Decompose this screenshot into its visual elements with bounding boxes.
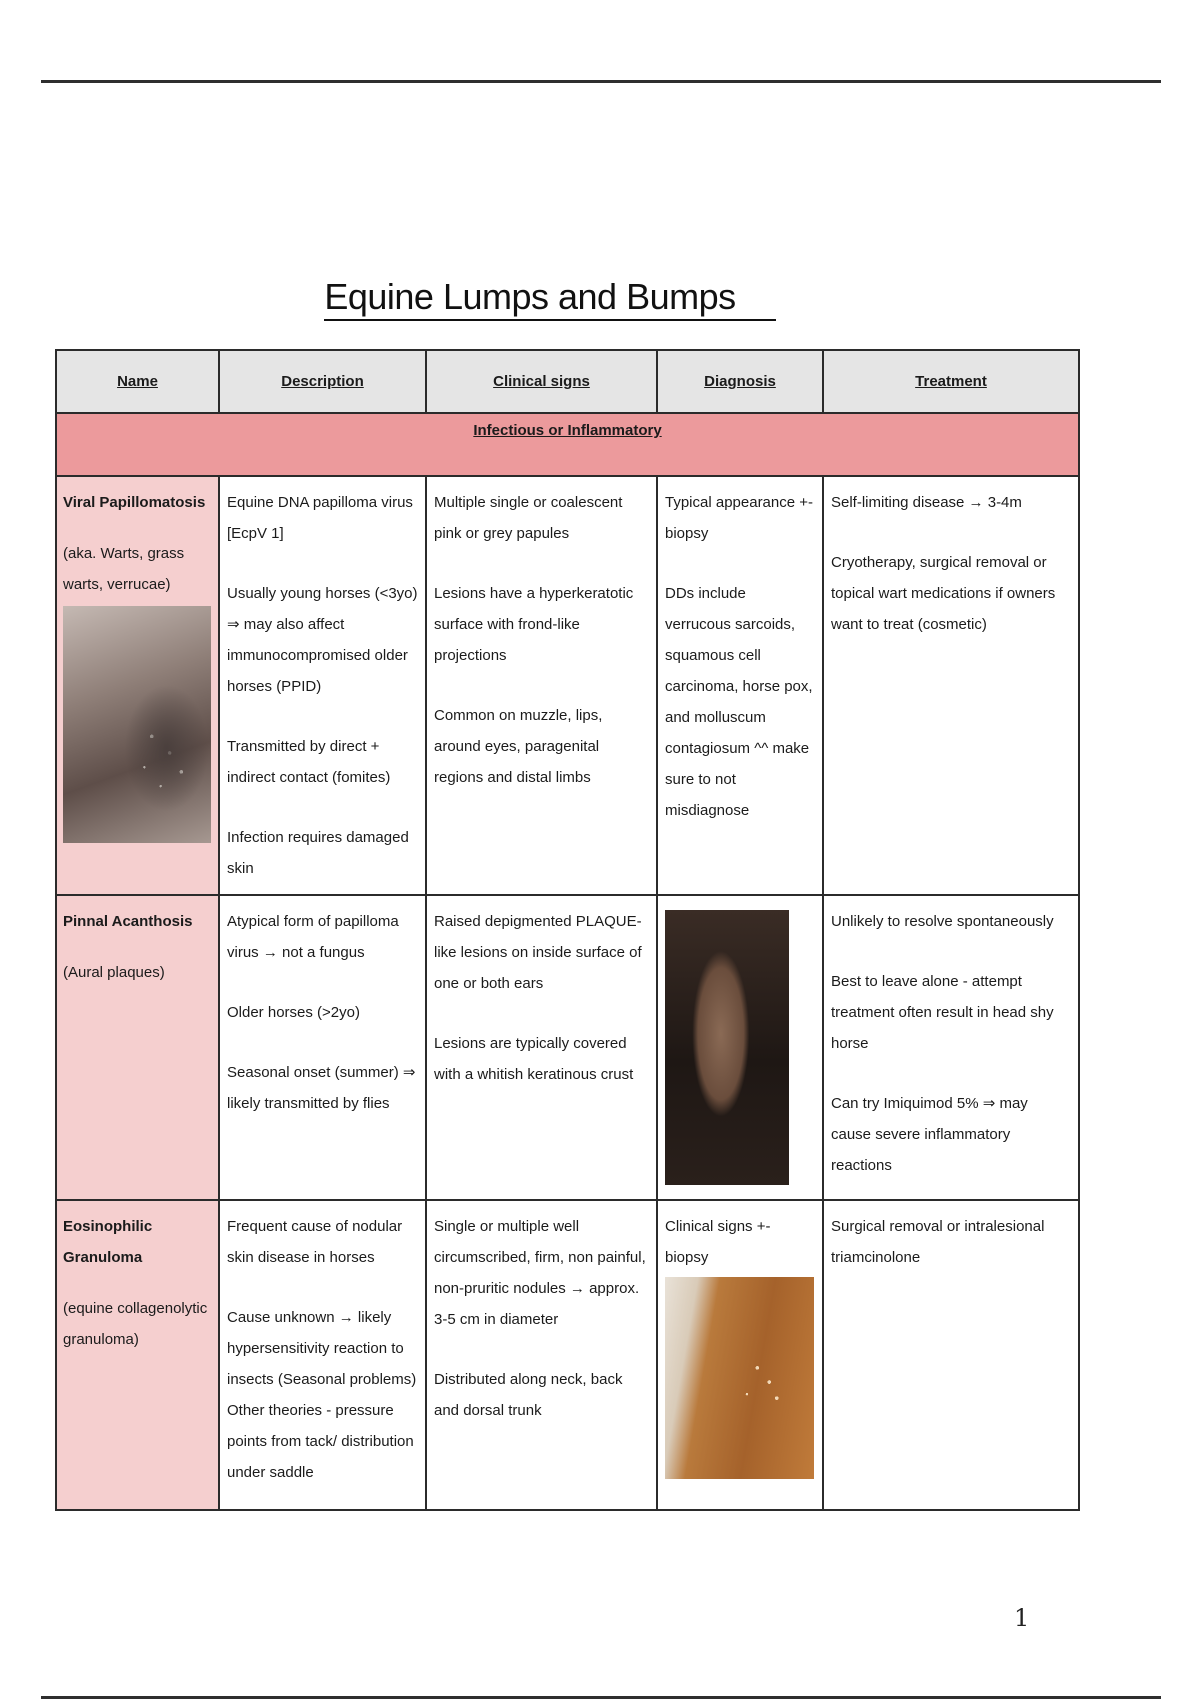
table-row bbox=[56, 1200, 1079, 1510]
diagnosis-text: Typical appearance +- biopsy bbox=[665, 494, 814, 542]
description-text: Atypical form of papilloma virus → not a fungus bbox=[227, 913, 399, 961]
diagnosis-text: Clinical signs +- biopsy bbox=[665, 1218, 771, 1266]
treatment-text: Cryotherapy, surgical removal or topical wart medications if owners want to treat (cosmetic) bbox=[831, 554, 1056, 633]
description-text: Equine DNA papilloma virus [EcpV 1] bbox=[227, 494, 413, 542]
treatment-text: Surgical removal or intralesional triamcinolone bbox=[831, 1218, 1045, 1266]
description-text: Infection requires damaged skin bbox=[227, 829, 409, 877]
description-text: Cause unknown → likely hypersensitivity reaction to insects (Seasonal problems) bbox=[227, 1309, 417, 1388]
ear-plaques-photo bbox=[665, 910, 789, 1185]
diagnosis-text: DDs include verrucous sarcoids, squamous cell carcinoma, horse pox, and molluscum contagiosum ^^ make sure to not misdiagnose bbox=[665, 585, 813, 819]
header-name: Name bbox=[56, 350, 219, 413]
clinical-signs-text: Distributed along neck, back and dorsal trunk bbox=[434, 1371, 623, 1419]
description-text: Frequent cause of nodular skin disease in horses bbox=[227, 1218, 403, 1266]
disease-name: Eosinophilic Granuloma bbox=[63, 1218, 153, 1266]
treatment-cell bbox=[823, 476, 1079, 895]
lumps-bumps-table bbox=[55, 349, 1080, 1511]
diagnosis-cell bbox=[657, 476, 823, 895]
clinical-signs-text: Single or multiple well circumscribed, firm, non painful, non-pruritic nodules → approx. 3-5 cm in diameter bbox=[434, 1218, 646, 1328]
page-title: Equine Lumps and Bumps bbox=[0, 276, 1100, 318]
treatment-text: Self-limiting disease → 3-4m bbox=[831, 494, 1022, 511]
description-text: Seasonal onset (summer) ⇒ likely transmitted by flies bbox=[227, 1064, 416, 1112]
treatment-text: Can try Imiquimod 5% ⇒ may cause severe inflammatory reactions bbox=[831, 1095, 1028, 1174]
section-title: Infectious or Inflammatory bbox=[56, 413, 1079, 476]
name-cell bbox=[56, 1200, 219, 1510]
clinical-signs-cell bbox=[426, 1200, 657, 1510]
disease-name: Pinnal Acanthosis bbox=[63, 913, 193, 930]
clinical-signs-text: Lesions have a hyperkeratotic surface with frond-like projections bbox=[434, 585, 634, 664]
table-row bbox=[56, 476, 1079, 895]
clinical-signs-text: Common on muzzle, lips, around eyes, paragenital regions and distal limbs bbox=[434, 707, 603, 786]
header-description: Description bbox=[219, 350, 426, 413]
clinical-signs-text: Multiple single or coalescent pink or grey papules bbox=[434, 494, 623, 542]
bottom-rule bbox=[41, 1696, 1161, 1699]
description-text: Transmitted by direct + indirect contact (fomites) bbox=[227, 738, 391, 786]
table-row bbox=[56, 895, 1079, 1200]
treatment-cell bbox=[823, 1200, 1079, 1510]
description-cell bbox=[219, 476, 426, 895]
description-cell bbox=[219, 895, 426, 1200]
treatment-text: Best to leave alone - attempt treatment often result in head shy horse bbox=[831, 973, 1054, 1052]
clinical-signs-text: Raised depigmented PLAQUE-like lesions on inside surface of one or both ears bbox=[434, 913, 642, 992]
disease-aka: (equine collagenolytic granuloma) bbox=[63, 1300, 208, 1348]
name-cell bbox=[56, 895, 219, 1200]
clinical-signs-cell bbox=[426, 476, 657, 895]
name-cell bbox=[56, 476, 219, 895]
page-number: 1 bbox=[1014, 1604, 1030, 1632]
treatment-cell bbox=[823, 895, 1079, 1200]
diagnosis-cell bbox=[657, 1200, 823, 1510]
disease-aka: (Aural plaques) bbox=[63, 964, 165, 981]
header-row bbox=[56, 350, 1079, 413]
clinical-signs-text: Lesions are typically covered with a whitish keratinous crust bbox=[434, 1035, 634, 1083]
header-clinical-signs: Clinical signs bbox=[426, 350, 657, 413]
description-text: Usually young horses (<3yo) ⇒ may also affect immunocompromised older horses (PPID) bbox=[227, 585, 418, 695]
treatment-text: Unlikely to resolve spontaneously bbox=[831, 913, 1054, 930]
header-treatment: Treatment bbox=[823, 350, 1079, 413]
clinical-signs-cell bbox=[426, 895, 657, 1200]
nodules-on-neck-photo bbox=[665, 1277, 814, 1479]
header-diagnosis: Diagnosis bbox=[657, 350, 823, 413]
warts-on-muzzle-photo bbox=[63, 606, 211, 843]
diagnosis-cell bbox=[657, 895, 823, 1200]
section-row bbox=[56, 413, 1079, 476]
description-text: Older horses (>2yo) bbox=[227, 1004, 360, 1021]
description-cell bbox=[219, 1200, 426, 1510]
disease-name: Viral Papillomatosis bbox=[63, 494, 206, 511]
description-text: Other theories - pressure points from tack/ distribution under saddle bbox=[227, 1402, 414, 1481]
disease-aka: (aka. Warts, grass warts, verrucae) bbox=[63, 545, 185, 593]
top-rule bbox=[41, 80, 1161, 83]
